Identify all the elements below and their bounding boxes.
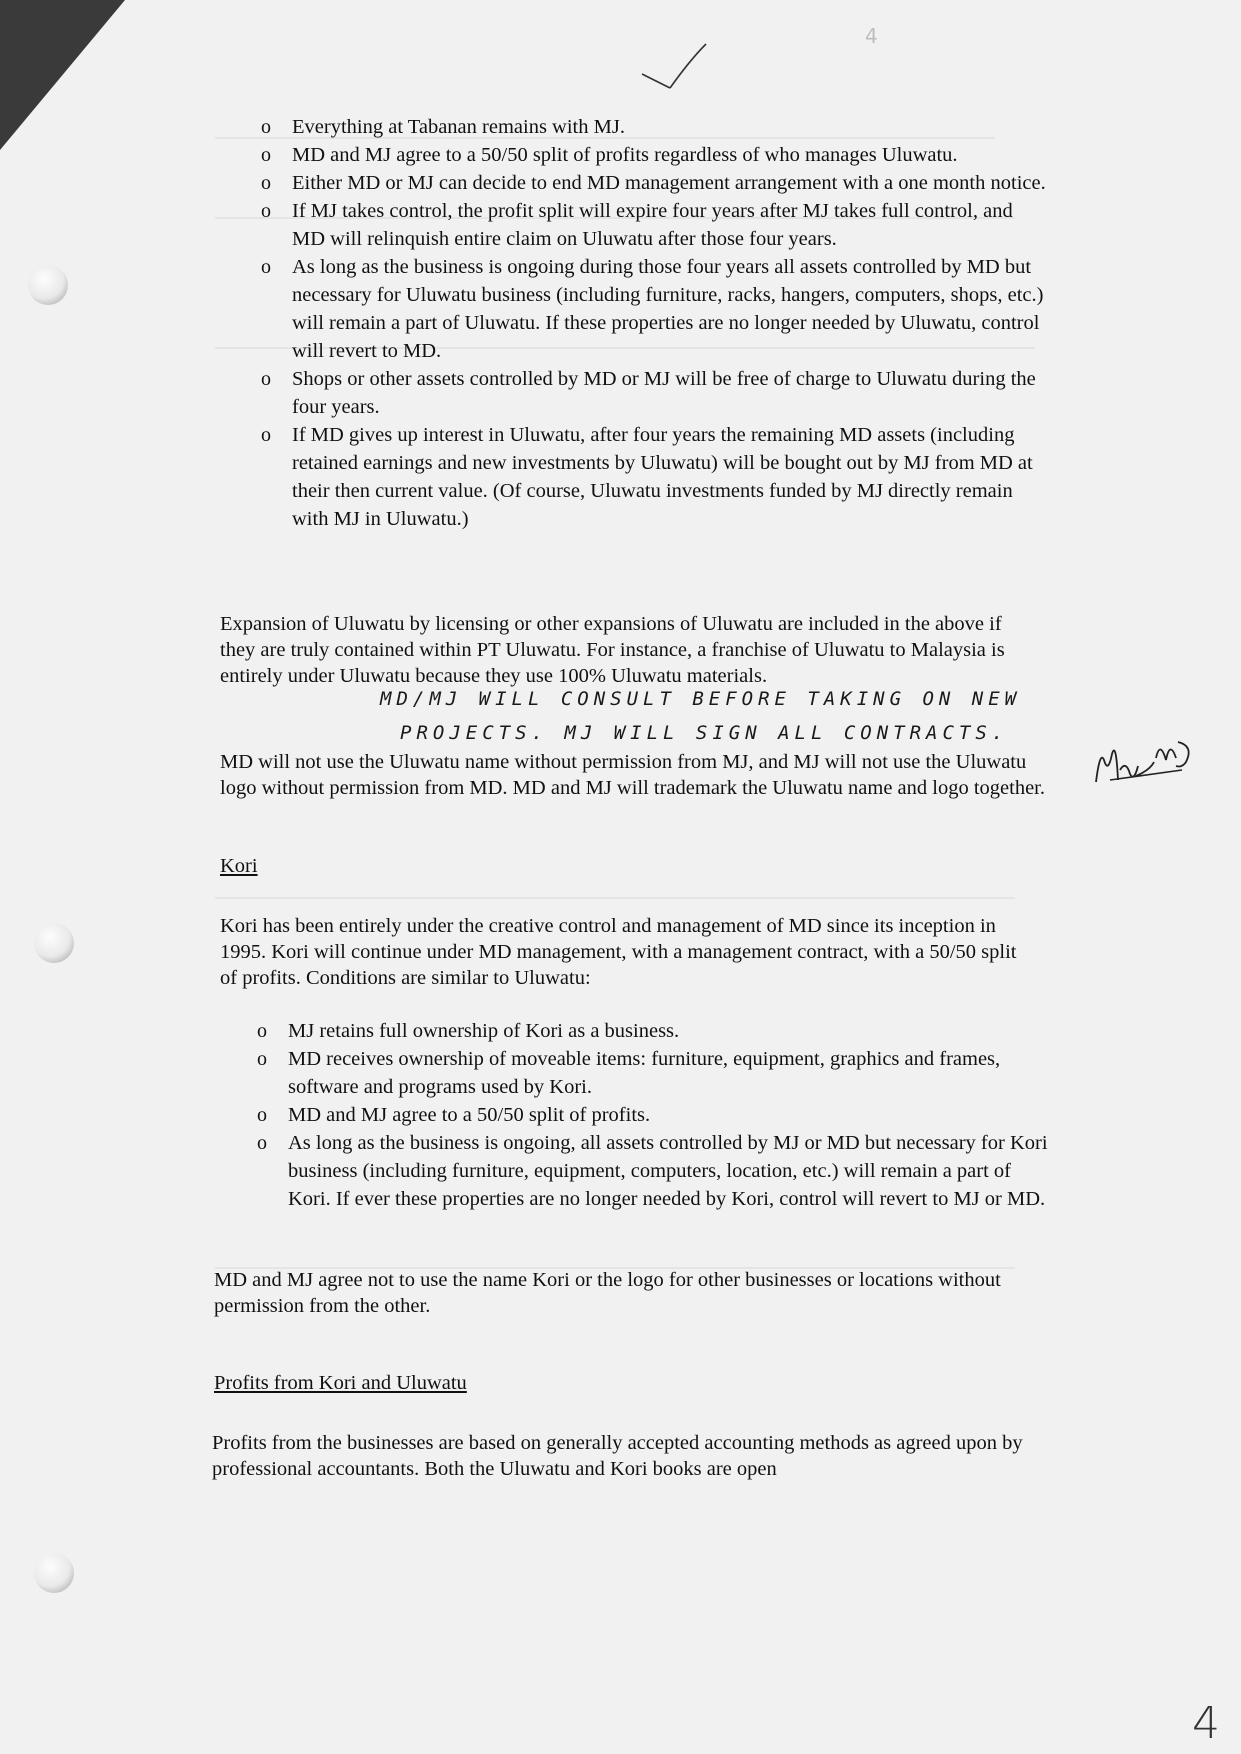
- list-item: [256, 421, 1046, 533]
- bullet-marker: o: [257, 1048, 267, 1070]
- list-item-text: Shops or other assets controlled by MD or MJ will be free of charge to Uluwatu during the four years.: [292, 368, 1036, 418]
- bullet-marker: o: [261, 424, 271, 446]
- list-item-text: As long as the business is ongoing, all assets controlled by MJ or MD but necessary for Kori business (including furniture, equipment, computers, location, etc.) will remain a part of Kori. If ever these properties are no longer needed by Kori, control will revert to MJ or MD.: [288, 1132, 1048, 1210]
- kori-conditions-list: [252, 1017, 1052, 1213]
- punch-hole: [28, 265, 68, 305]
- list-item: [256, 365, 1046, 421]
- list-item: [256, 113, 1046, 141]
- list-item: [256, 253, 1046, 365]
- punch-hole: [34, 1553, 74, 1593]
- folded-corner: [0, 0, 125, 150]
- uluwatu-name-paragraph: MD will not use the Uluwatu name without permission from MJ, and MJ will not use the Uluwatu logo without permission from MD. MD and MJ will trademark the Uluwatu name and logo together.: [220, 751, 1045, 799]
- bullet-marker: o: [261, 200, 271, 222]
- page-number: 4: [1192, 1698, 1220, 1749]
- list-item: [252, 1129, 1052, 1213]
- kori-paragraph: Kori has been entirely under the creative control and management of MD since its inception in 1995. Kori will continue under MD management, with a management contract, with a 50/50 split of profits. Conditions are similar to Uluwatu:: [220, 915, 1017, 989]
- list-item-text: MD receives ownership of moveable items: furniture, equipment, graphics and frames, software and programs used by Kori.: [288, 1048, 1001, 1098]
- bullet-marker: o: [261, 256, 271, 278]
- bullet-marker: o: [261, 144, 271, 166]
- list-item-text: If MJ takes control, the profit split will expire four years after MJ takes full control, and MD will relinquish entire claim on Uluwatu after those four years.: [292, 200, 1013, 250]
- profits-paragraph: Profits from the businesses are based on generally accepted accounting methods as agreed upon by professional accountants. Both the Uluwatu and Kori books are open: [212, 1432, 1023, 1480]
- check-mark-icon: [640, 30, 770, 90]
- kori-name-paragraph: MD and MJ agree not to use the name Kori or the logo for other businesses or locations without permission from the other.: [214, 1269, 1001, 1317]
- list-item-text: MD and MJ agree to a 50/50 split of profits regardless of who manages Uluwatu.: [292, 144, 958, 166]
- list-item: [252, 1017, 1052, 1045]
- punch-hole: [34, 923, 74, 963]
- bullet-marker: o: [257, 1104, 267, 1126]
- profits-heading: Profits from Kori and Uluwatu: [214, 1372, 467, 1394]
- bullet-marker: o: [261, 368, 271, 390]
- list-item-text: Everything at Tabanan remains with MJ.: [292, 116, 625, 138]
- list-item: [256, 197, 1046, 253]
- show-through-text: [215, 880, 1015, 908]
- list-item-text: As long as the business is ongoing during those four years all assets controlled by MD but necessary for Uluwatu business (including furniture, racks, hangers, computers, shops, etc.) will remain a part of Uluwatu. If these properties are no longer needed by Uluwatu, control will revert to MD.: [292, 256, 1044, 362]
- list-item: [256, 169, 1046, 197]
- expansion-paragraph: Expansion of Uluwatu by licensing or other expansions of Uluwatu are included in the above if they are truly contained within PT Uluwatu. For instance, a franchise of Uluwatu to Malaysia is entirely under Uluwatu because they use 100% Uluwatu materials.: [220, 613, 1005, 687]
- bullet-marker: o: [257, 1020, 267, 1042]
- handwritten-note-line2: PROJECTS. MJ WILL SIGN ALL CONTRACTS.: [400, 722, 1009, 744]
- list-item-text: Either MD or MJ can decide to end MD management arrangement with a one month notice.: [292, 172, 1046, 194]
- kori-heading: Kori: [220, 855, 258, 877]
- bullet-marker: o: [261, 116, 271, 138]
- list-item: [252, 1045, 1052, 1101]
- list-item: [252, 1101, 1052, 1129]
- uluwatu-conditions-list: [256, 113, 1046, 533]
- list-item-text: If MD gives up interest in Uluwatu, after four years the remaining MD assets (including retained earnings and new investments by Uluwatu) will be bought out by MJ from MD at their then current value. (Of course, Uluwatu investments funded by MJ directly remain with MJ in Uluwatu.): [292, 424, 1033, 530]
- list-item-text: MD and MJ agree to a 50/50 split of profits.: [288, 1104, 651, 1126]
- initials-signature: [1090, 730, 1200, 800]
- list-item-text: MJ retains full ownership of Kori as a business.: [288, 1020, 680, 1042]
- top-mark: 4: [865, 24, 878, 48]
- handwritten-note-line1: MD/MJ WILL CONSULT BEFORE TAKING ON NEW: [380, 688, 1022, 710]
- bullet-marker: o: [261, 172, 271, 194]
- list-item: [256, 141, 1046, 169]
- bullet-marker: o: [257, 1132, 267, 1154]
